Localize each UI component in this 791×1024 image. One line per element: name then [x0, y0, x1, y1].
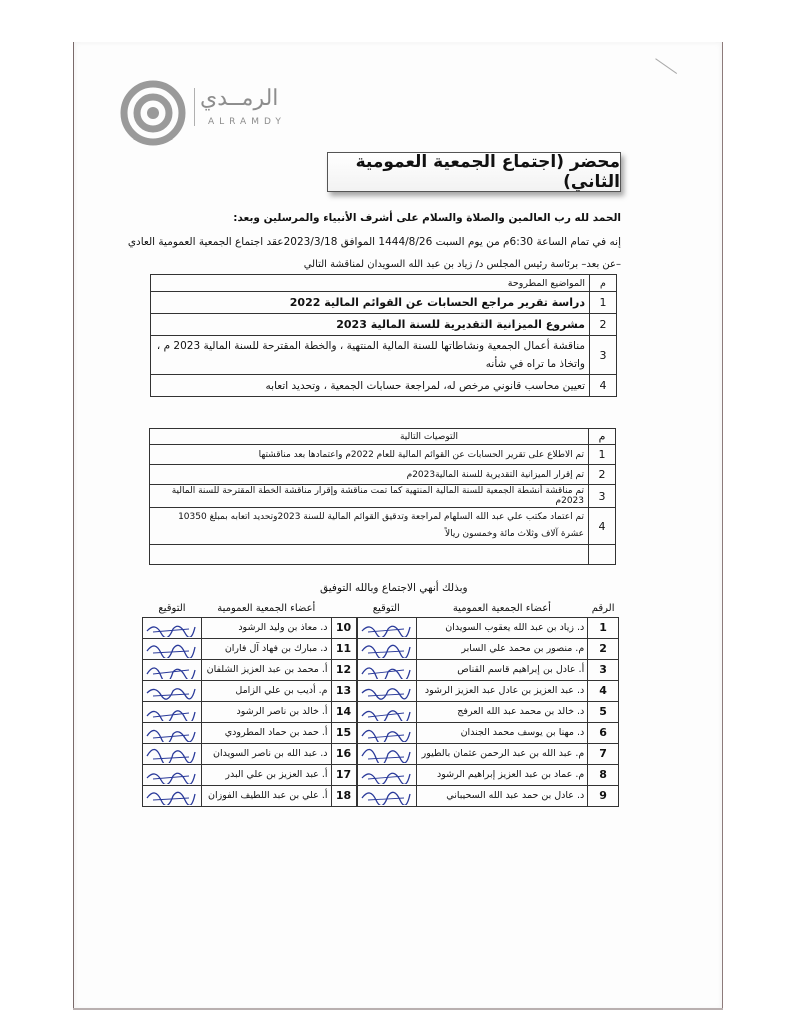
handwritten-signature-icon [358, 723, 416, 742]
signature [143, 722, 202, 743]
table-row [143, 785, 619, 806]
member-name: أ. محمد بن عبد العزيز الشلفان [202, 659, 332, 680]
member-number: 1 [588, 617, 619, 638]
row-num: 4 [589, 508, 616, 545]
row-num: 1 [590, 292, 617, 314]
signature [143, 659, 202, 680]
signature [357, 722, 417, 743]
logo-name-english: ALRAMDY [208, 117, 286, 127]
table-row [151, 336, 617, 375]
table-row [143, 617, 619, 638]
handwritten-signature-icon [143, 681, 201, 700]
member-number: 4 [588, 680, 619, 701]
logo-name-arabic: الرمــدي [200, 86, 279, 111]
table-row [143, 659, 619, 680]
row-text: تم إقرار الميزانية التقديرية للسنة المالية2023م [150, 465, 589, 485]
handwritten-signature-icon [143, 744, 201, 763]
header-num: م [589, 429, 616, 445]
header-num: م [590, 275, 617, 292]
table-row [150, 485, 616, 508]
member-name: د. زياد بن عبد الله يعقوب السويدان [416, 617, 588, 638]
row-num: 1 [589, 445, 616, 465]
member-name: م. عبد الله بن عبد الرحمن عثمان بالطيور [416, 743, 588, 764]
member-name: م. منصور بن محمد علي السابر [416, 638, 588, 659]
row-text: مشروع الميزانية التقديرية للسنة المالية 2023 [151, 314, 590, 336]
member-name: أ. عادل بن إبراهيم قاسم القناص [416, 659, 588, 680]
member-name: د. عبد العزيز بن عادل عبد العزيز الرشود [416, 680, 588, 701]
header-member: أعضاء الجمعية العمومية [416, 601, 588, 617]
member-name: أ. عبد العزيز بن علي البدر [202, 764, 332, 785]
table-row [151, 375, 617, 397]
handwritten-signature-icon [143, 723, 201, 742]
handwritten-signature-icon [358, 639, 416, 658]
table-header-row [150, 429, 616, 445]
member-number: 7 [588, 743, 619, 764]
member-number: 8 [588, 764, 619, 785]
handwritten-signature-icon [143, 702, 201, 721]
logo-separator [194, 88, 195, 126]
signature [143, 701, 202, 722]
member-name: م. عماد بن عبد العزيز إبراهيم الرشود [416, 764, 588, 785]
signature [143, 680, 202, 701]
handwritten-signature-icon [143, 618, 201, 637]
row-text: تم الاطلاع على تقرير الحسابات عن القوائم المالية للعام 2022م واعتمادها بعد مناقشتها [150, 445, 589, 465]
member-number: 17 [331, 764, 357, 785]
handwritten-signature-icon [358, 681, 416, 700]
signature [357, 701, 417, 722]
member-number: 13 [331, 680, 357, 701]
topics-table [150, 274, 617, 397]
table-header-row [143, 601, 619, 617]
signature [143, 617, 202, 638]
member-name: أ. حمد بن حماد المطرودي [202, 722, 332, 743]
member-number: 16 [331, 743, 357, 764]
document-title: محضر (اجتماع الجمعية العمومية الثاني) [327, 152, 621, 192]
handwritten-signature-icon [358, 765, 416, 784]
table-row [143, 764, 619, 785]
member-name: أ. علي بن عبد اللطيف الفوزان [202, 785, 332, 806]
table-row [143, 701, 619, 722]
signature [357, 743, 417, 764]
row-text: دراسة تقرير مراجع الحسابات عن القوائم المالية 2022 [151, 292, 590, 314]
closing-statement: وبذلك أنهي الاجتماع وبالله التوفيق [320, 582, 468, 594]
handwritten-signature-icon [358, 660, 416, 679]
table-row [150, 445, 616, 465]
header-signature: التوقيع [357, 601, 417, 617]
handwritten-signature-icon [143, 786, 201, 805]
handwritten-signature-icon [143, 765, 201, 784]
member-name: د. خالد بن محمد عبد الله العرفج [416, 701, 588, 722]
member-number: 6 [588, 722, 619, 743]
row-text: تم مناقشة أنشطة الجمعية للسنة المالية المنتهية كما تمت مناقشة وإقرار مناقشة الخطة المقترحة للسنة المالية 2023م [150, 485, 589, 508]
signature [357, 638, 417, 659]
handwritten-signature-icon [143, 639, 201, 658]
header-num: الرقم [588, 601, 619, 617]
member-name: د. مبارك بن فهاد آل فاران [202, 638, 332, 659]
member-name: د. مهنا بن يوسف محمد الجندان [416, 722, 588, 743]
signature [357, 617, 417, 638]
intro-chair: –عن بعد– برئاسة رئيس المجلس د/ زياد بن عبد الله السويدان لمناقشة التالي [303, 259, 621, 270]
intro-meeting-time: إنه في تمام الساعة 6:30م من يوم السبت 1444/8/26 الموافق 2023/3/18عقد اجتماع الجمعية العمومية العادي [127, 236, 621, 248]
signature [357, 659, 417, 680]
handwritten-signature-icon [358, 618, 416, 637]
signature [357, 764, 417, 785]
header-member: أعضاء الجمعية العمومية [202, 601, 332, 617]
members-signature-table [142, 601, 619, 807]
table-row [143, 638, 619, 659]
member-number: 18 [331, 785, 357, 806]
member-name: د. عادل بن حمد عبد الله السحيباني [416, 785, 588, 806]
row-num: 3 [590, 336, 617, 375]
member-name: د. عبد الله بن ناصر السويدان [202, 743, 332, 764]
member-number: 14 [331, 701, 357, 722]
member-name: أ. خالد بن ناصر الرشود [202, 701, 332, 722]
row-text: تم اعتماد مكتب علي عبد الله السلهام لمراجعة وتدقيق القوائم المالية للسنة 2023وتحديد اتعابه بمبلغ 10350 عشرة آلاف وثلاث مائة وخمسون ريالاً [150, 508, 589, 545]
member-number: 12 [331, 659, 357, 680]
table-row-empty [150, 545, 616, 565]
intro-greeting: الحمد لله رب العالمين والصلاة والسلام على أشرف الأنبياء والمرسلين وبعد: [233, 212, 621, 224]
signature [357, 785, 417, 806]
row-num: 3 [589, 485, 616, 508]
handwritten-signature-icon [358, 786, 416, 805]
row-num: 2 [590, 314, 617, 336]
header-recommendations: التوصيات التالية [150, 429, 589, 445]
handwritten-signature-icon [358, 702, 416, 721]
table-row [150, 508, 616, 545]
member-number: 3 [588, 659, 619, 680]
signature [357, 680, 417, 701]
page-edge [73, 1008, 723, 1010]
table-row [143, 743, 619, 764]
table-row [150, 465, 616, 485]
row-num: 2 [589, 465, 616, 485]
member-number: 15 [331, 722, 357, 743]
member-number: 10 [331, 617, 357, 638]
signature [143, 764, 202, 785]
signature [143, 638, 202, 659]
row-num: 4 [590, 375, 617, 397]
member-number: 11 [331, 638, 357, 659]
handwritten-signature-icon [358, 744, 416, 763]
concentric-circles-logo-icon [120, 80, 186, 146]
handwritten-signature-icon [143, 660, 201, 679]
table-row [143, 680, 619, 701]
member-name: م. أديب بن علي الزامل [202, 680, 332, 701]
member-number: 5 [588, 701, 619, 722]
table-header-row [151, 275, 617, 292]
recommendations-table [149, 428, 616, 565]
row-text: تعيين محاسب قانوني مرخص له، لمراجعة حسابات الجمعية ، وتحديد اتعابه [151, 375, 590, 397]
member-number: 2 [588, 638, 619, 659]
row-text: مناقشة أعمال الجمعية ونشاطاتها للسنة المالية المنتهية ، والخطة المقترحة للسنة المالية 2023 م ، واتخاذ ما تراه في شأنه [151, 336, 590, 375]
signature [143, 743, 202, 764]
table-row [151, 292, 617, 314]
signature [143, 785, 202, 806]
table-row [143, 722, 619, 743]
header-topics: المواضيع المطروحة [151, 275, 590, 292]
member-name: د. معاذ بن وليد الرشود [202, 617, 332, 638]
member-number: 9 [588, 785, 619, 806]
table-row [151, 314, 617, 336]
header-signature: التوقيع [143, 601, 202, 617]
